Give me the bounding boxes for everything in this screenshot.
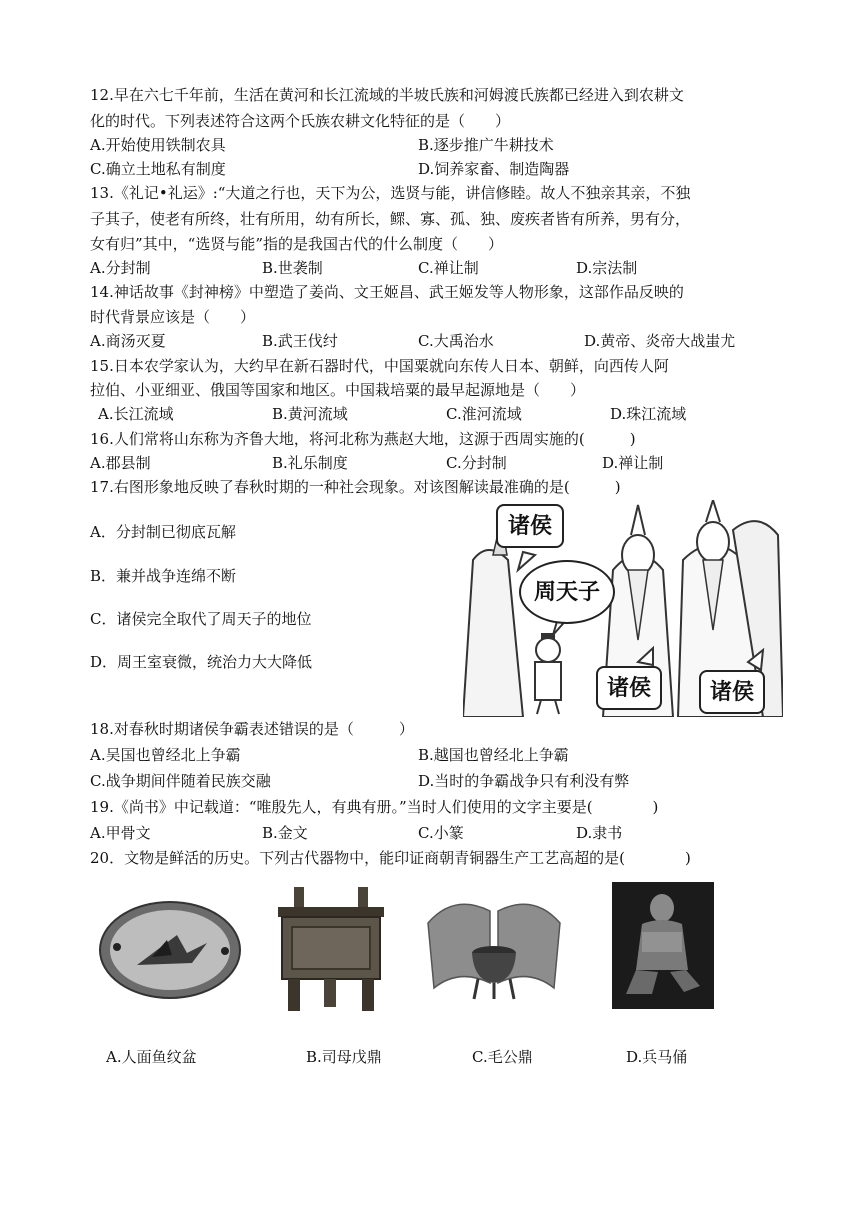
cartoon-bubble-lord-2: 诸侯: [596, 666, 662, 710]
q13-option-d: D.宗法制: [576, 259, 638, 277]
q19-option-c: C.小篆: [418, 824, 464, 842]
q16-option-b: B.礼乐制度: [272, 454, 348, 472]
q15-option-a: A.长江流域: [98, 405, 174, 423]
q18-option-c: C.战争期间伴随着民族交融: [90, 772, 271, 790]
q17-stem: 17.右图形象地反映了春秋时期的一种社会现象。对该图解读最准确的是( ): [90, 478, 621, 496]
q13-option-c: C.禅让制: [418, 259, 479, 277]
q14-option-b: B.武王伐纣: [262, 332, 338, 350]
cartoon-bubble-lord-1: 诸侯: [496, 504, 564, 548]
q15-stem-line-2: 拉伯、小亚细亚、俄国等国家和地区。中国栽培粟的最早起源地是（ ）: [90, 381, 586, 399]
q12-stem-line-2: 化的时代。下列表述符合这两个氏族农耕文化特征的是（ ）: [90, 112, 511, 130]
q19-stem: 19.《尚书》中记载道：“唯殷先人，有典有册。”当时人们使用的文字主要是( ): [90, 798, 659, 816]
simuwu-ding-image: [272, 887, 390, 1012]
q12-option-a: A.开始使用铁制农具: [90, 136, 226, 154]
q16-option-c: C.分封制: [446, 454, 507, 472]
q20-option-c: C.毛公鼎: [472, 1048, 533, 1066]
simuwu-ding-drawing: [272, 887, 390, 1012]
q18-option-a: A.吴国也曾经北上争霸: [90, 746, 241, 764]
q13-stem-line-1: 13.《礼记•礼运》:“大道之行也，天下为公，选贤与能，讲信修睦。故人不独亲其亲，不独: [90, 184, 691, 202]
q20-option-a: A.人面鱼纹盆: [106, 1048, 197, 1066]
q18-option-b: B.越国也曾经北上争霸: [418, 746, 569, 764]
q17-option-a: A．分封制已彻底瓦解: [90, 523, 236, 541]
q17-option-c: C．诸侯完全取代了周天子的地位: [90, 610, 312, 628]
q15-option-c: C.淮河流域: [446, 405, 522, 423]
q15-option-b: B.黄河流域: [272, 405, 348, 423]
q12-option-b: B.逐步推广牛耕技术: [418, 136, 554, 154]
terracotta-warrior-drawing: [612, 882, 714, 1009]
q18-option-d: D.当时的争霸战争只有利没有弊: [418, 772, 630, 790]
q17-option-d: D．周王室衰微，统治力大大降低: [90, 653, 313, 671]
cartoon-bubble-king: 周天子: [519, 560, 615, 624]
q19-option-d: D.隶书: [576, 824, 623, 842]
q20-option-d: D.兵马俑: [626, 1048, 688, 1066]
q14-stem-line-1: 14.神话故事《封神榜》中塑造了姜尚、文王姬昌、武王姬发等人物形象，这部作品反映的: [90, 283, 684, 301]
q13-stem-line-3: 女有归”其中，“选贤与能”指的是我国古代的什么制度（ ）: [90, 235, 504, 253]
painted-pottery-basin-image: [97, 895, 243, 1005]
q13-stem-line-2: 子其子，使老有所终，壮有所用，幼有所长，鳏、寡、孤、独、废疾者皆有所养，男有分，: [90, 210, 691, 228]
q20-option-b: B.司母戊鼎: [306, 1048, 382, 1066]
q16-stem: 16.人们常将山东称为齐鲁大地，将河北称为燕赵大地，这源于西周实施的( ): [90, 430, 636, 448]
maogong-ding-drawing: [424, 893, 564, 1001]
q20-stem: 20．文物是鲜活的历史。下列古代器物中，能印证商朝青铜器生产工艺高超的是( ): [90, 849, 691, 867]
q15-stem-line-1: 15.日本农学家认为，大约早在新石器时代，中国粟就向东传人日本、朝鲜，向西传人阿: [90, 357, 669, 375]
q19-option-b: B.金文: [262, 824, 308, 842]
q15-option-d: D.珠江流域: [610, 405, 687, 423]
q12-option-d: D.饲养家畜、制造陶器: [418, 160, 570, 178]
fish-basin-drawing: [97, 895, 243, 1005]
q16-option-d: D.禅让制: [602, 454, 664, 472]
q14-option-a: A.商汤灭夏: [90, 332, 166, 350]
q18-stem: 18.对春秋时期诸侯争霸表述错误的是（ ）: [90, 720, 414, 738]
q12-option-c: C.确立土地私有制度: [90, 160, 226, 178]
q12-stem-line-1: 12.早在六七千年前，生活在黄河和长江流域的半坡氏族和河姆渡氏族都已经进入到农耕文: [90, 86, 684, 104]
q13-option-a: A.分封制: [90, 259, 151, 277]
terracotta-warrior-image: [612, 882, 714, 1009]
maogong-ding-image: [424, 893, 564, 1001]
q13-option-b: B.世袭制: [262, 259, 323, 277]
q14-option-d: D.黄帝、炎帝大战蚩尤: [584, 332, 736, 350]
q17-cartoon: [463, 500, 783, 717]
q14-option-c: C.大禹治水: [418, 332, 494, 350]
q16-option-a: A.郡县制: [90, 454, 151, 472]
cartoon-bubble-lord-3: 诸侯: [699, 670, 765, 714]
q19-option-a: A.甲骨文: [90, 824, 151, 842]
q17-option-b: B．兼并战争连绵不断: [90, 567, 237, 585]
q14-stem-line-2: 时代背景应该是（ ）: [90, 308, 256, 326]
